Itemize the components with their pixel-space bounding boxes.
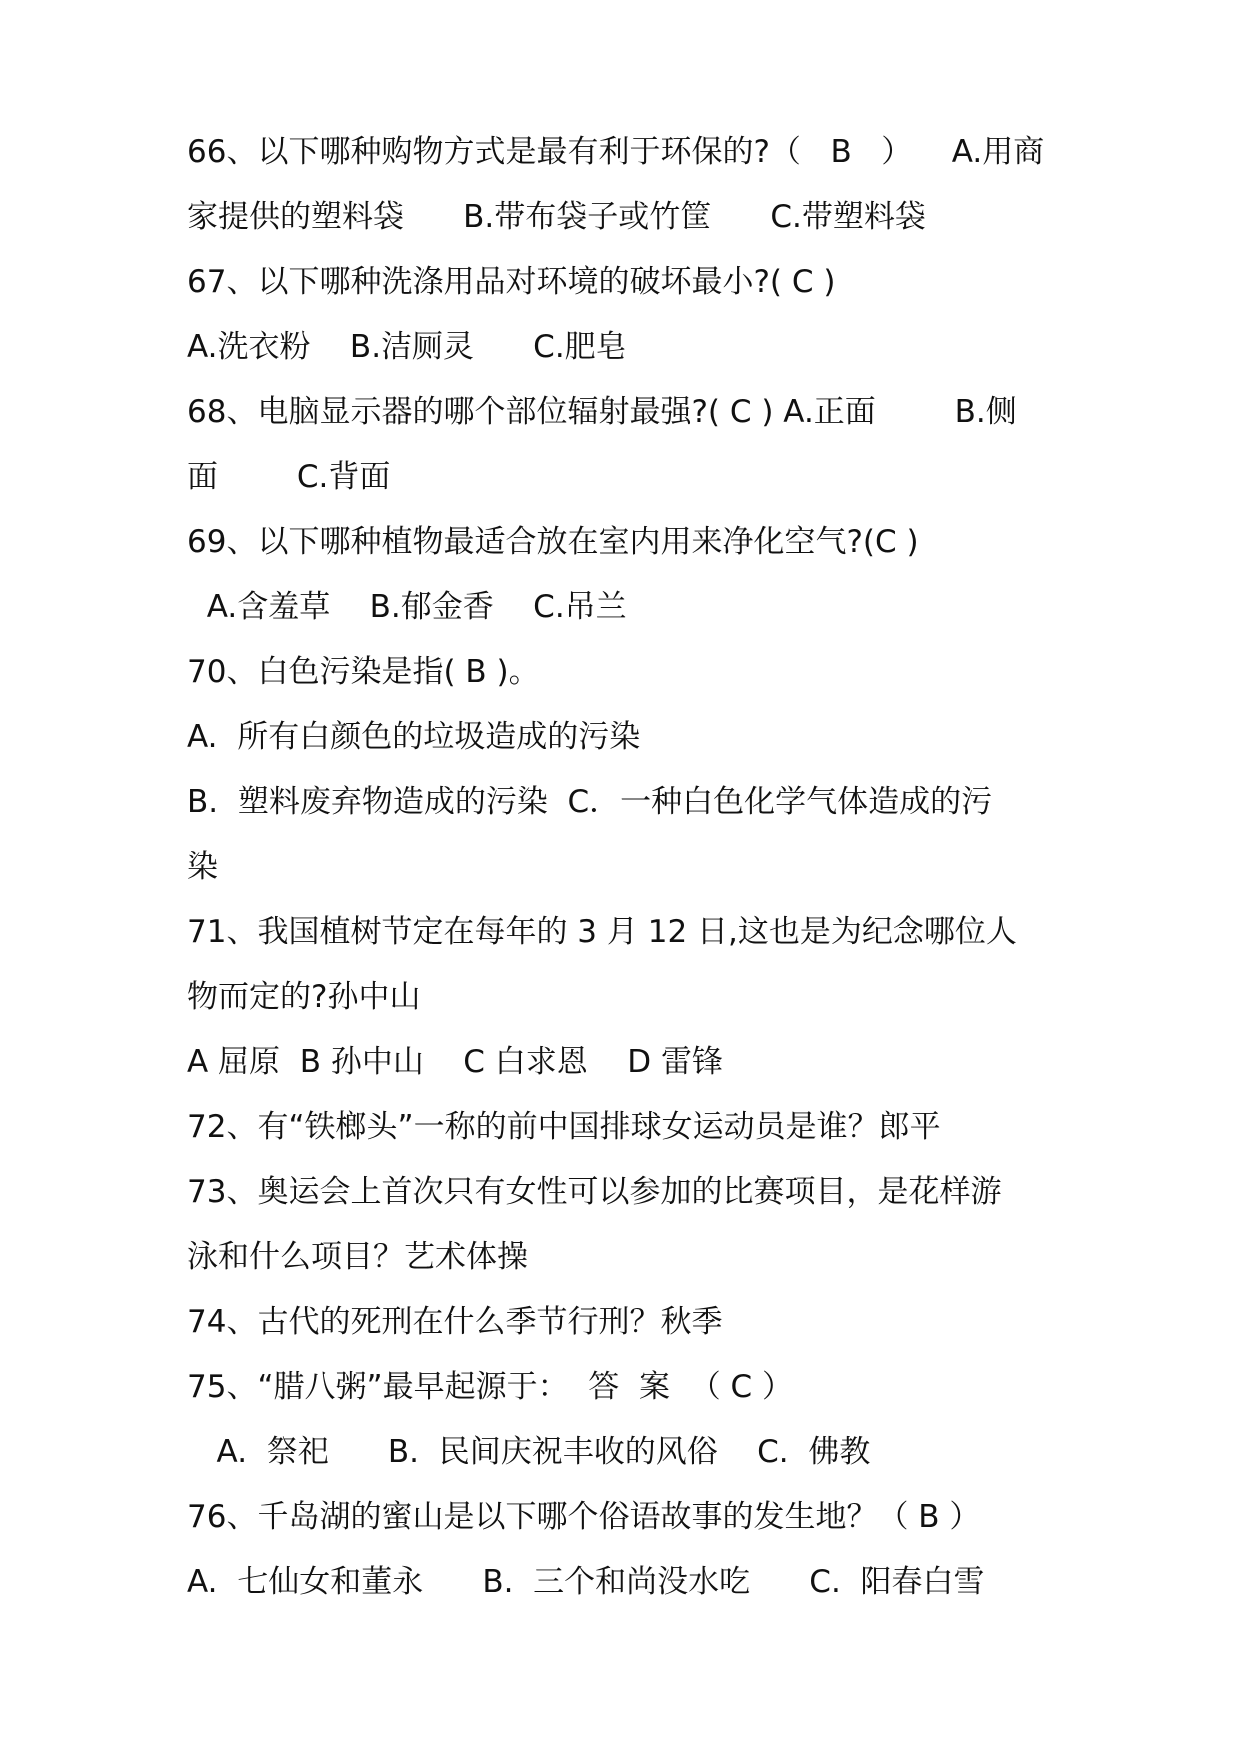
text-line: 74、古代的死刑在什么季节行刑？秋季 [187,1304,723,1340]
text-line: A.含羞草 B.郁金香 C.吊兰 [187,589,627,625]
text-line: 76、千岛湖的蜜山是以下哪个俗语故事的发生地？（ B ） [187,1499,981,1535]
text-line: A. 祭祀 B. 民间庆祝丰收的风俗 C. 佛教 [187,1434,871,1470]
question-text-block [187,120,1067,1615]
text-line: A. 所有白颜色的垃圾造成的污染 [187,719,641,755]
text-line: 泳和什么项目？艺术体操 [187,1239,528,1275]
text-line: 染 [187,849,218,885]
text-line: 68、电脑显示器的哪个部位辐射最强?( C ) A.正面 B.侧 [187,394,1017,430]
text-line: B. 塑料废弃物造成的污染 C．一种白色化学气体造成的污 [187,784,993,820]
text-line: 75、“腊八粥”最早起源于： 答 案 （ C ） [187,1369,794,1405]
text-line: A. 七仙女和董永 B. 三个和尚没水吃 C. 阳春白雪 [187,1564,985,1600]
text-line: 66、以下哪种购物方式是最有利于环保的?（ B ） A.用商 [187,134,1045,170]
text-line: 面 C.背面 [187,459,391,495]
text-line: 69、以下哪种植物最适合放在室内用来净化空气?(C ) [187,524,919,560]
text-line: 70、白色污染是指( B )。 [187,654,540,690]
text-line: A 屈原 B 孙中山 C 白求恩 D 雷锋 [187,1044,723,1080]
text-line: 家提供的塑料袋 B.带布袋子或竹筐 C.带塑料袋 [187,199,926,235]
text-line: A.洗衣粉 B.洁厕灵 C.肥皂 [187,329,627,365]
text-line: 67、以下哪种洗涤用品对环境的破坏最小?( C ) [187,264,836,300]
text-line: 73、奥运会上首次只有女性可以参加的比赛项目，是花样游 [187,1174,1002,1210]
text-line: 物而定的?孙中山 [187,979,421,1015]
text-line: 72、有“铁榔头”一称的前中国排球女运动员是谁？郎平 [187,1109,941,1145]
text-line: 71、我国植树节定在每年的 3 月 12 日,这也是为纪念哪位人 [187,914,1017,950]
